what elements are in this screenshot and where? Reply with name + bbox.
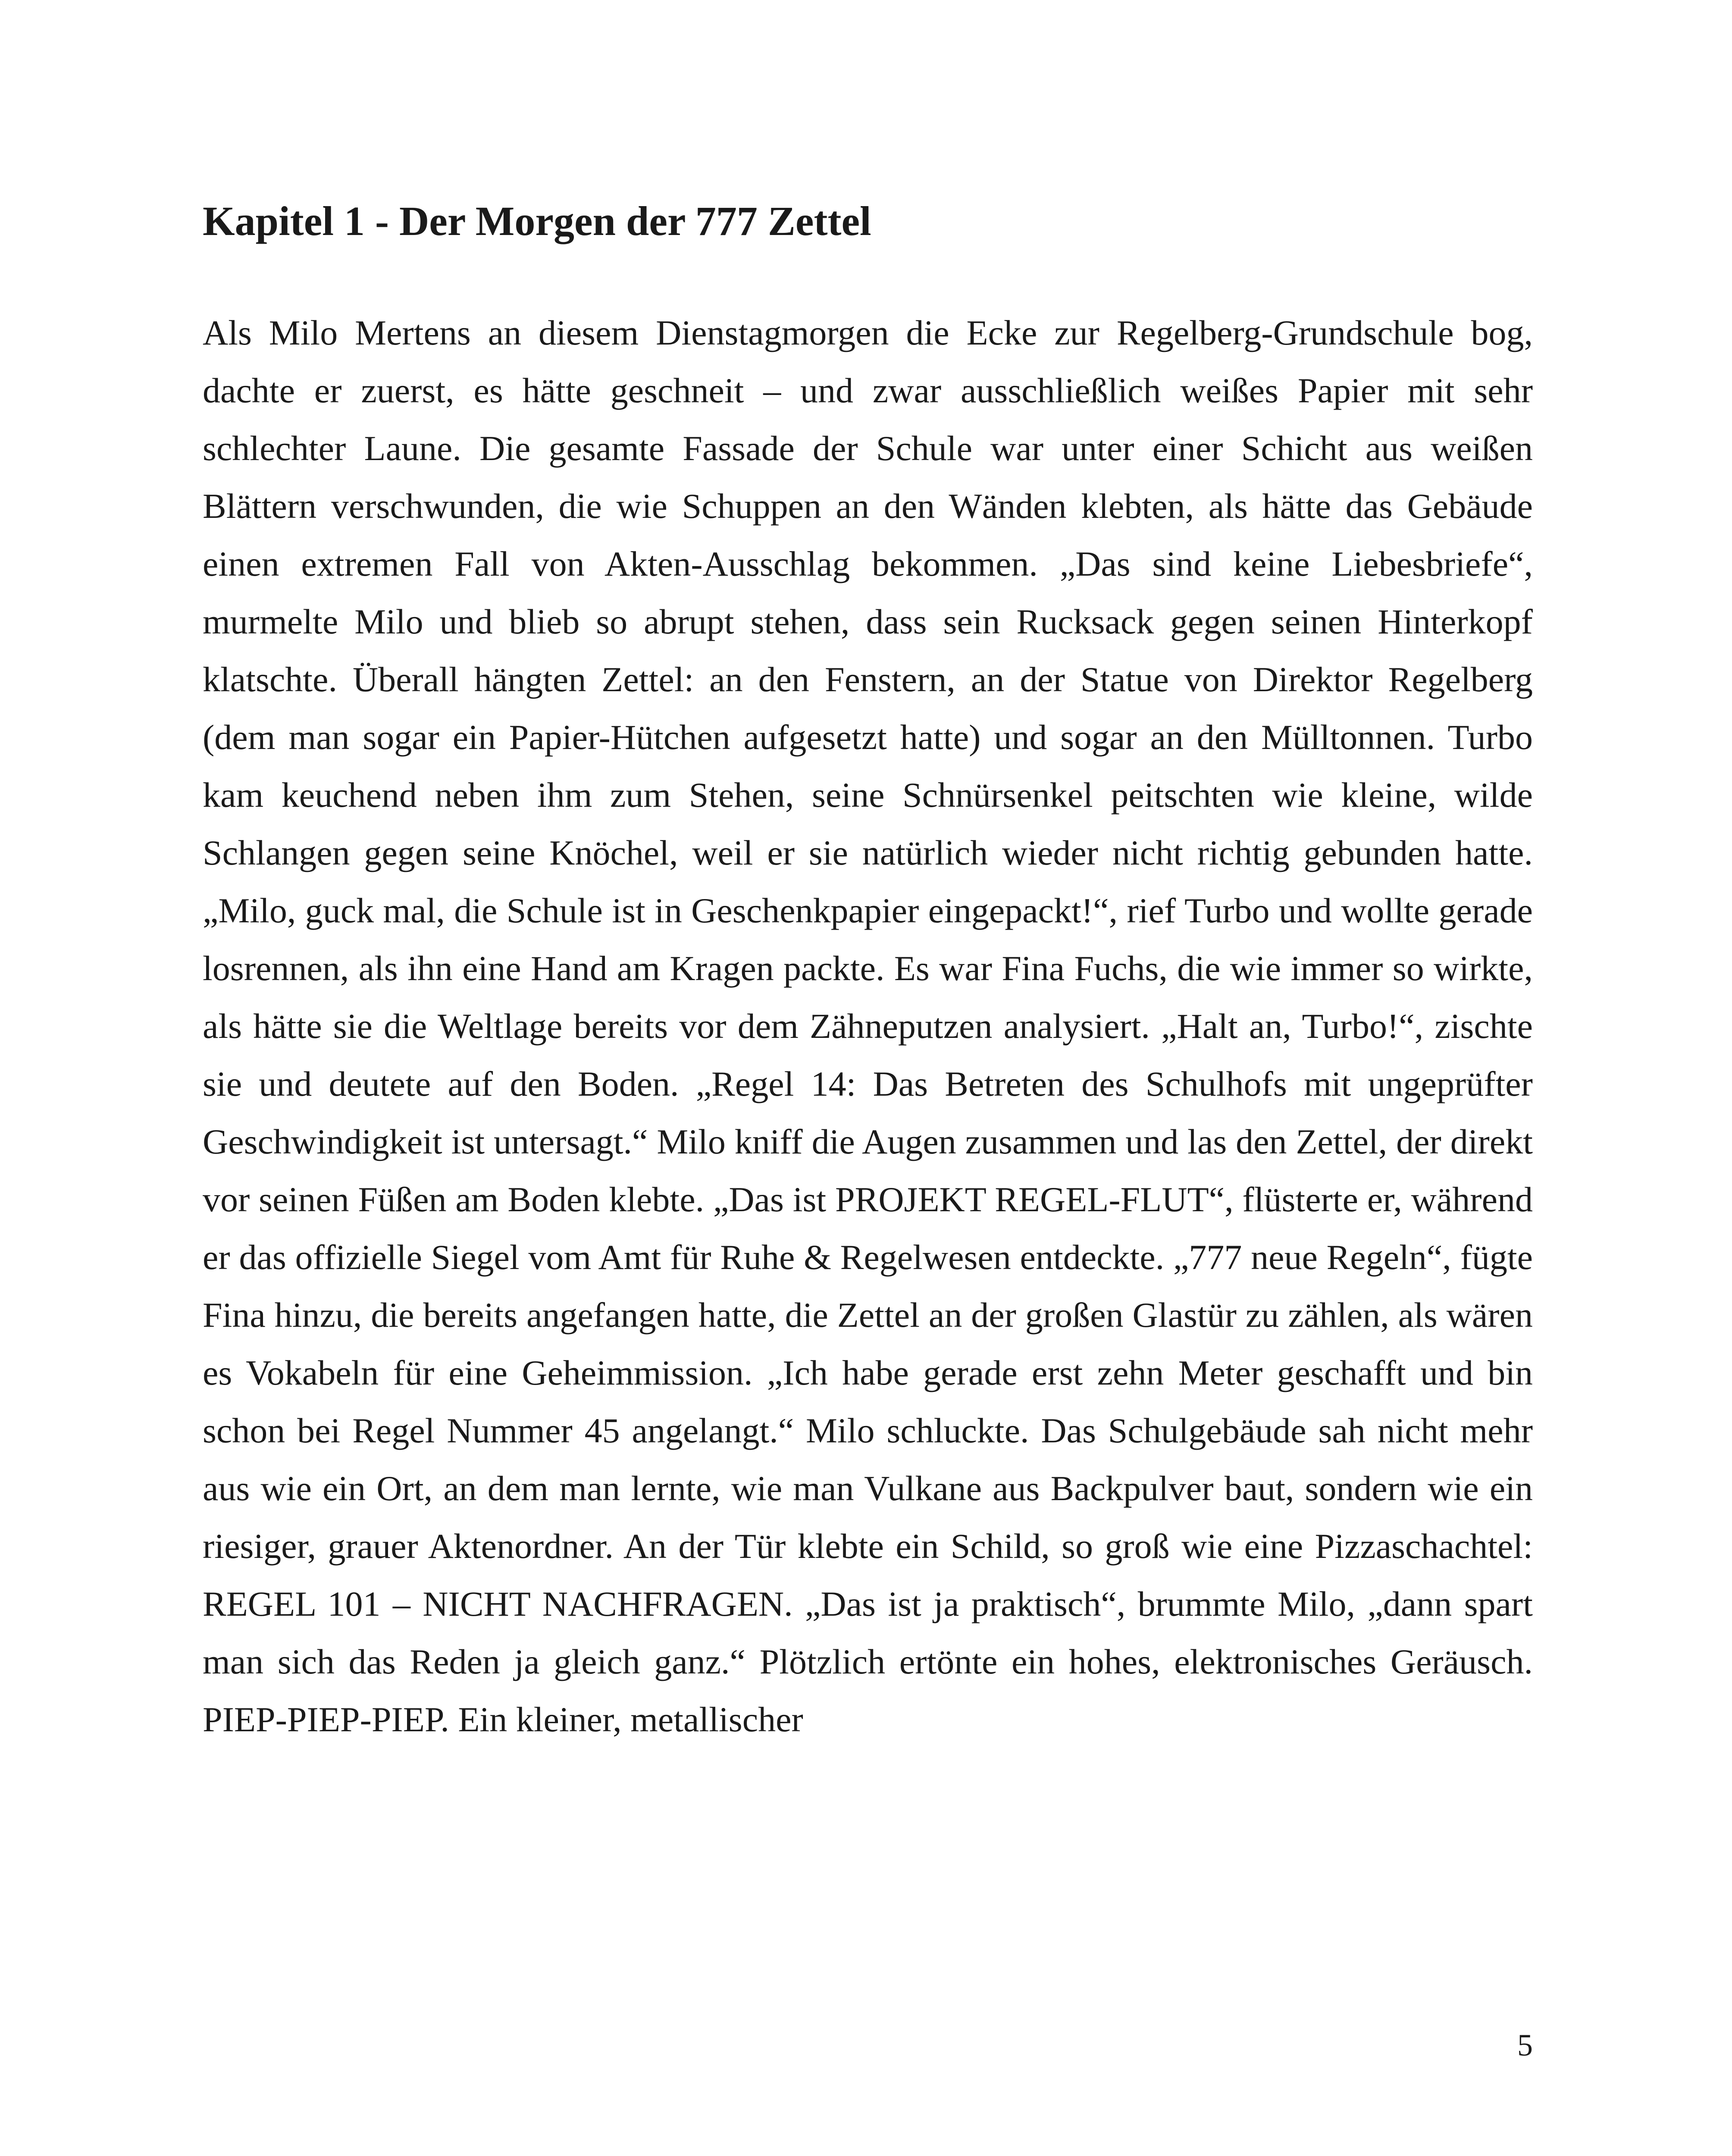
body-paragraph: Als Milo Mertens an diesem Dienstagmorgen die Ecke zur Regelberg-Grundschule bog, dachte er zuerst, es hätte geschneit – und zwar ausschließlich weißes Papier mit sehr schlechter Laune. Die gesamte Fassade der Schule war unter einer Schicht aus weißen Blättern verschwunden, die wie Schuppen an den Wänden klebten, als hätte das Gebäude einen extremen Fall von Akten-Ausschlag bekommen. „Das sind keine Liebesbriefe“, murmelte Milo und blieb so abrupt stehen, dass sein Rucksack gegen seinen Hinterkopf klatschte. Überall hängten Zettel: an den Fenstern, an der Statue von Direktor Regelberg (dem man sogar ein Papier-Hütchen aufgesetzt hatte) und sogar an den Mülltonnen. Turbo kam keuchend neben ihm zum Stehen, seine Schnürsenkel peitschten wie kleine, wilde Schlangen gegen seine Knöchel, weil er sie natürlich wieder nicht richtig gebunden hatte. „Milo, guck mal, die Schule ist in Geschenkpapier eingepackt!“, rief Turbo und wollte gerade losrennen, als ihn eine Hand am Kragen packte. Es war Fina Fuchs, die wie immer so wirkte, als hätte sie die Weltlage bereits vor dem Zähneputzen analysiert. „Halt an, Turbo!“, zischte sie und deutete auf den Boden. „Regel 14: Das Betreten des Schulhofs mit ungeprüfter Geschwindigkeit ist untersagt.“ Milo kniff die Augen zusammen und las den Zettel, der direkt vor seinen Füßen am Boden klebte. „Das ist PROJEKT REGEL-FLUT“, flüsterte er, während er das offizielle Siegel vom Amt für Ruhe & Regelwesen entdeckte. „777 neue Regeln“, fügte Fina hinzu, die bereits angefangen hatte, die Zettel an der großen Glastür zu zählen, als wären es Vokabeln für eine Geheimmission. „Ich habe gerade erst zehn Meter geschafft und bin schon bei Regel Nummer 45 angelangt.“ Milo schluckte. Das Schulgebäude sah nicht mehr aus wie ein Ort, an dem man lernte, wie man Vulkane aus Backpulver baut, sondern wie ein riesiger, grauer Aktenordner. An der Tür klebte ein Schild, so groß wie eine Pizzaschachtel: REGEL 101 – NICHT NACHFRAGEN. „Das ist ja praktisch“, brummte Milo, „dann spart man sich das Reden ja gleich ganz.“ Plötzlich ertönte ein hohes, elektronisches Geräusch. PIEP-PIEP-PIEP. Ein kleiner, metallischer	[203, 313, 1533, 1739]
page-number: 5	[1517, 2028, 1533, 2062]
chapter-title: Kapitel 1 - Der Morgen der 777 Zettel	[203, 198, 871, 244]
